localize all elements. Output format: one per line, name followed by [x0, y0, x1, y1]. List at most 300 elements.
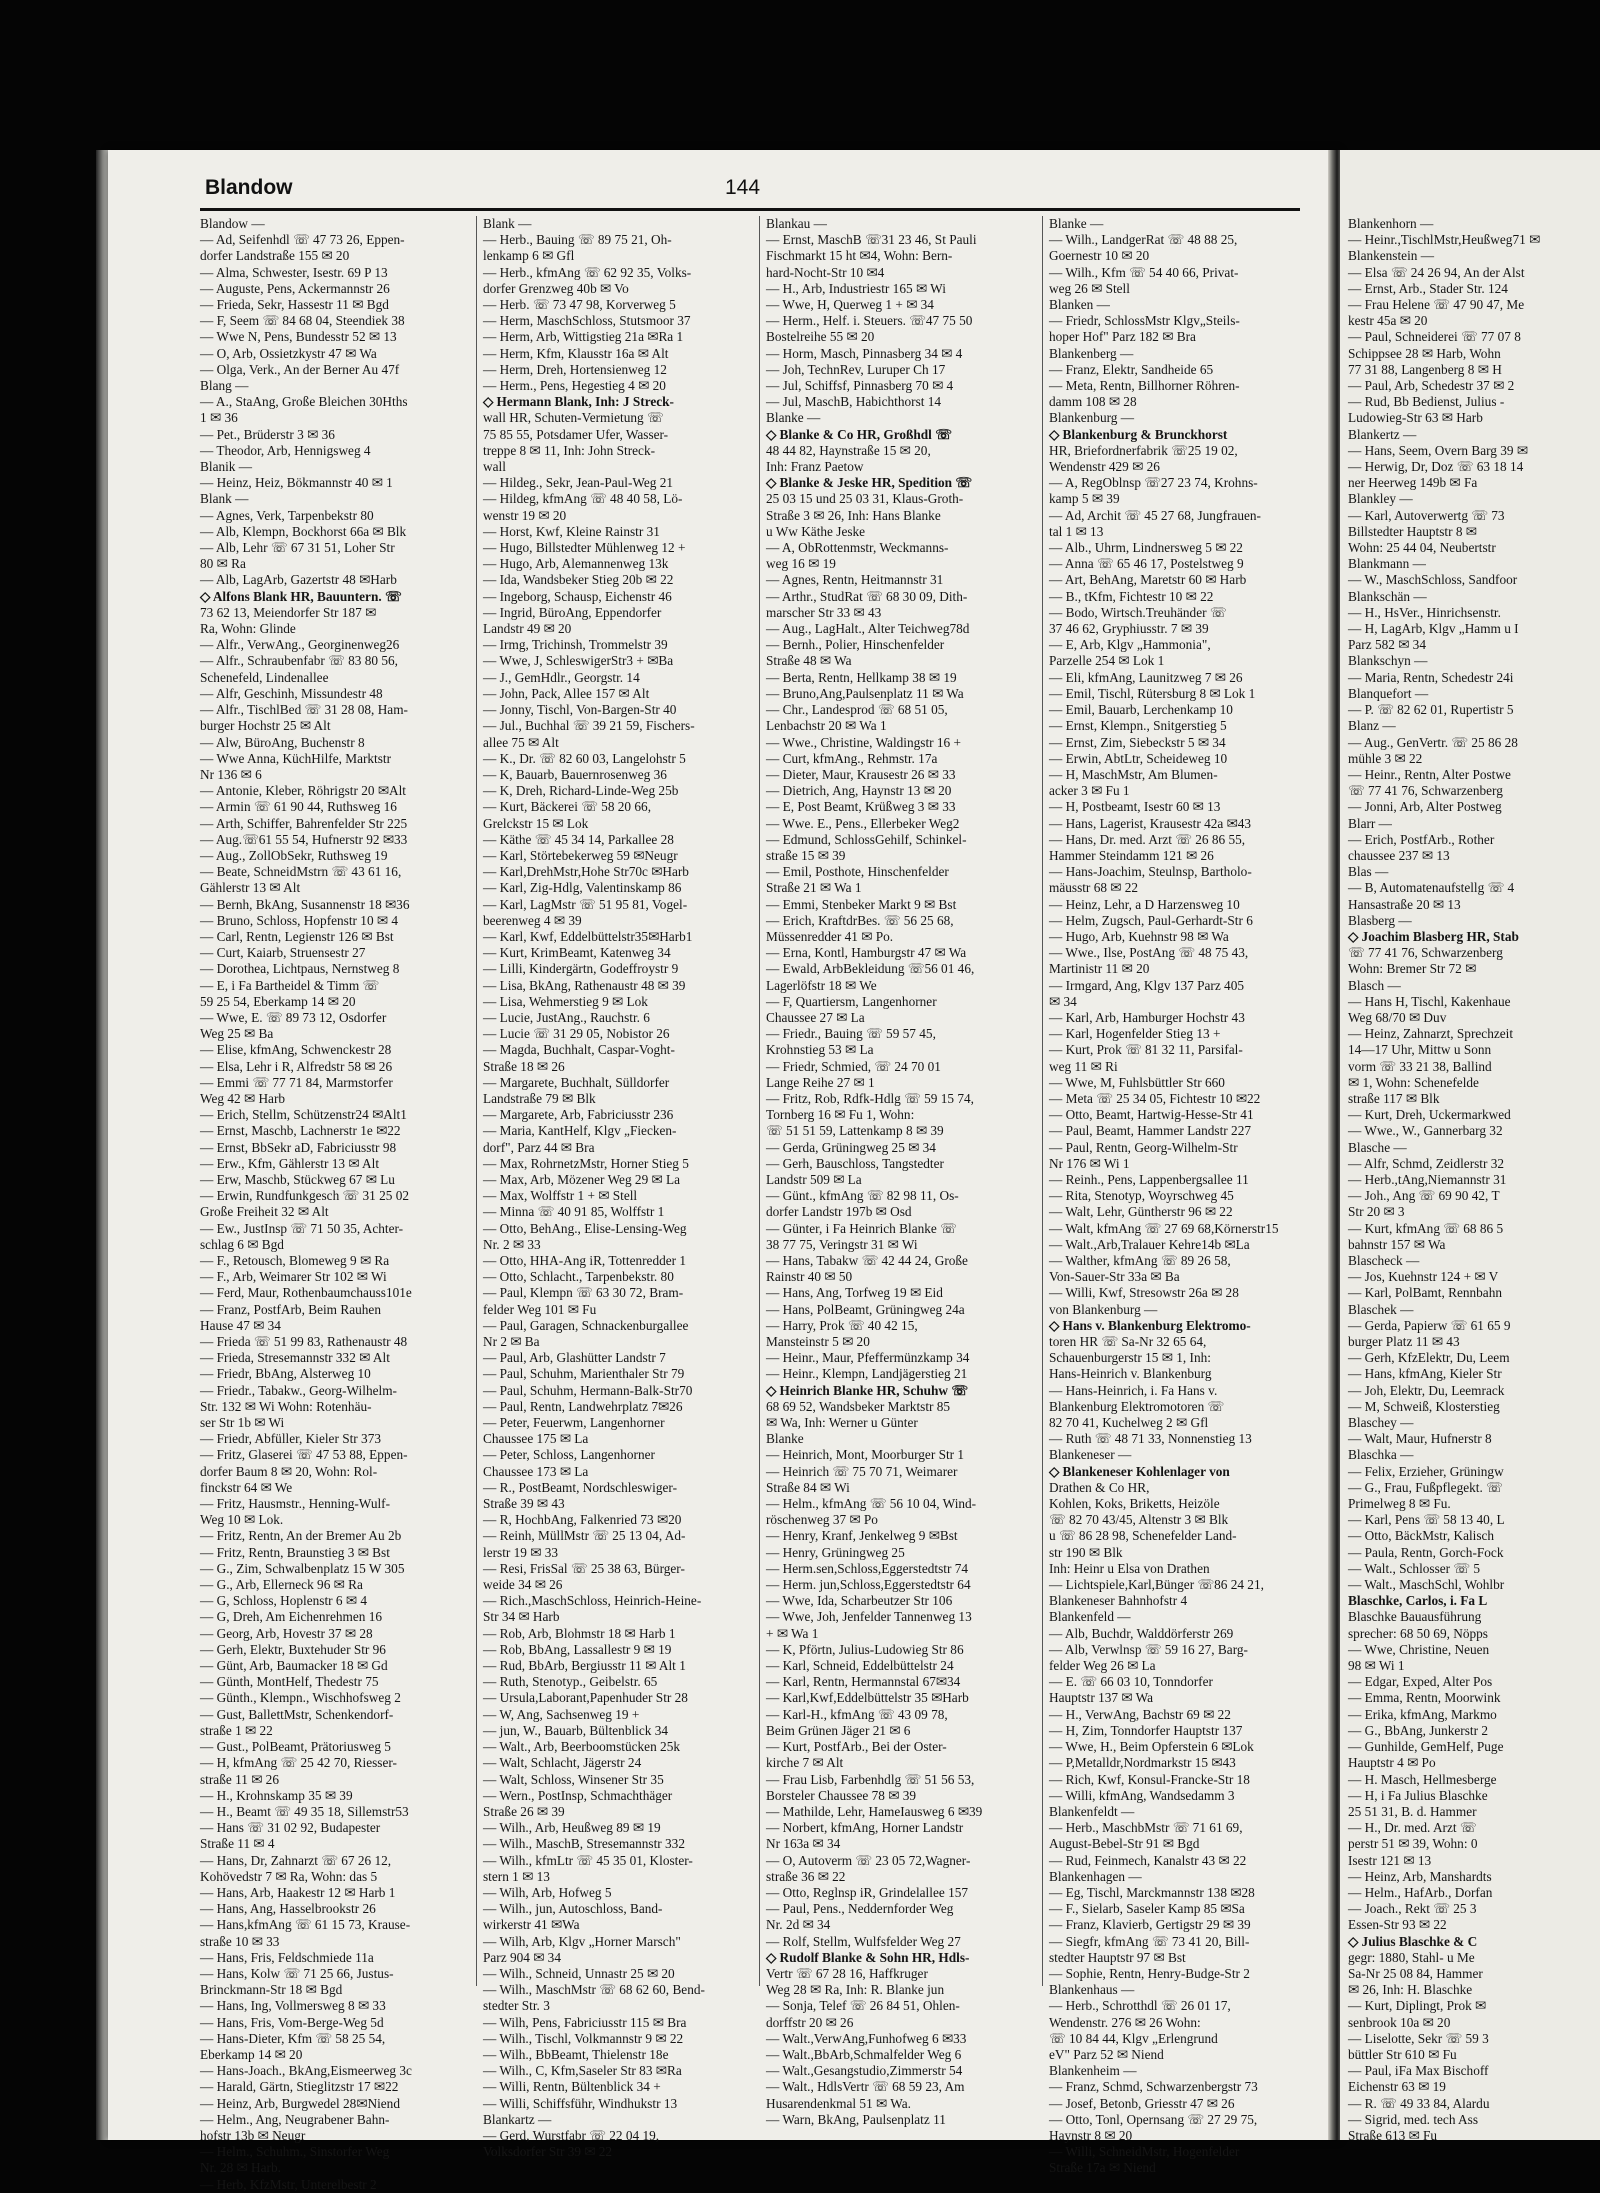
directory-entry-line: — Otto, Tonl, Opernsang ☏ 27 29 75,: [1049, 2111, 1258, 2127]
directory-entry-line: — G, Dreh, Am Eichenrehmen 16: [200, 1609, 383, 1625]
directory-entry-line: — Mathilde, Lehr, HameIausweg 6 ✉39: [766, 1803, 983, 1819]
directory-entry-line: dorf", Parz 44 ✉ Bra: [483, 1139, 595, 1155]
directory-entry-line: 73 62 13, Meiendorfer Str 187 ✉: [200, 604, 377, 620]
directory-entry-line: — Jul, Schiffsf, Pinnasberg 70 ✉ 4: [766, 378, 954, 394]
directory-entry-line: — Kurt, Bäckerei ☏ 58 20 66,: [483, 799, 652, 815]
directory-entry-line: — Theodor, Arb, Hennigsweg 4: [200, 442, 371, 458]
directory-entry-line: — Emmi ☏ 77 71 84, Marmstorfer: [200, 1074, 393, 1090]
directory-entry-line: — Wilh., LandgerRat ☏ 48 88 25,: [1049, 232, 1238, 248]
directory-entry-line: — Fritz, Rentn, Braunstieg 3 ✉ Bst: [200, 1544, 390, 1560]
directory-entry-line: ◇ Rudolf Blanke & Sohn HR, Hdls-: [766, 1949, 970, 1965]
directory-entry-line: — K, Dreh, Richard-Linde-Weg 25b: [483, 783, 679, 799]
directory-entry-line: — Jos, Kuehnstr 124 + ✉ V: [1348, 1269, 1499, 1285]
directory-entry-line: — Lucie, JustAng., Rauchstr. 6: [483, 1009, 650, 1025]
directory-entry-line: — Karl-H., kfmAng ☏ 43 09 78,: [766, 1706, 948, 1722]
directory-entry-line: — Rich, Kwf, Konsul-Francke-Str 18: [1049, 1771, 1250, 1787]
directory-entry-line: 77 31 88, Langenberg 8 ✉ H: [1348, 361, 1502, 377]
directory-entry-line: — A, ObRottenmstr, Weckmanns-: [766, 540, 949, 556]
directory-entry-line: — Karl, Schneid, Eddelbüttelstr 24: [766, 1658, 954, 1674]
directory-entry-line: — Walt., Schlosser ☏ 5: [1348, 1560, 1481, 1576]
directory-entry-line: weg 26 ✉ Stell: [1049, 280, 1130, 296]
directory-entry-line: — Walt.,Arb,Tralauer Kehre14b ✉La: [1049, 1236, 1250, 1252]
directory-entry-line: — Lilli, Kindergärtn, Godeffroystr 9: [483, 961, 679, 977]
directory-entry-line: ner Heerweg 149b ✉ Fa: [1348, 475, 1478, 491]
directory-entry-line: Primelweg 8 ✉ Fu.: [1348, 1496, 1451, 1512]
directory-entry-line: — Irmgard, Ang, Klgv 137 Parz 405: [1049, 977, 1244, 993]
directory-entry-line: — jun, W., Bauarb, Bültenblick 34: [483, 1722, 669, 1738]
surname-heading: Blanken —: [1049, 297, 1110, 313]
directory-entry-line: — Josef, Betonb, Griesstr 47 ✉ 26: [1049, 2095, 1235, 2111]
directory-entry-line: — Heinz, Zahnarzt, Sprechzeit: [1348, 1026, 1514, 1042]
directory-entry-line: Wendenstr. 276 ✉ 26 Wohn:: [1049, 2014, 1201, 2030]
directory-entry-line: — Fritz, Glaserei ☏ 47 53 88, Eppen-: [200, 1447, 408, 1463]
surname-heading: Blankmann —: [1348, 556, 1426, 572]
directory-entry-line: — Otto, Reglnsp iR, Grindelallee 157: [766, 1884, 969, 1900]
directory-entry-line: — Bodo, Wirtsch.Treuhänder ☏: [1049, 604, 1227, 620]
directory-entry-line: — Paul, Garagen, Schnackenburgallee: [483, 1317, 689, 1333]
directory-entry-line: — P,Metalldr,Nordmarkstr 15 ✉43: [1049, 1755, 1236, 1771]
directory-entry-line: — Henry, Grüningweg 25: [766, 1544, 905, 1560]
directory-entry-line: finckstr 64 ✉ We: [200, 1479, 293, 1495]
directory-entry-line: — Joh., Ang ☏ 69 90 42, T: [1348, 1188, 1500, 1204]
directory-entry-line: Str. 132 ✉ Wi Wohn: Rotenhäu-: [200, 1398, 372, 1414]
directory-entry-line: — Hildeg, kfmAng ☏ 48 40 58, Lö-: [483, 491, 683, 507]
directory-entry-line: — Gerh, KfzElektr, Du, Leem: [1348, 1350, 1510, 1366]
directory-entry-line: Billstedter Hauptstr 8 ✉: [1348, 523, 1477, 539]
directory-entry-line: — E, Arb, Klgv „Hammonia",: [1049, 637, 1211, 653]
directory-entry-line: treppe 8 ✉ 11, Inh: John Streck-: [483, 442, 656, 458]
directory-entry-line: — Berta, Rentn, Hellkamp 38 ✉ 19: [766, 669, 957, 685]
directory-entry-line: — Emma, Rentn, Moorwink: [1348, 1690, 1501, 1706]
directory-entry-line: Parz 904 ✉ 34: [483, 1949, 561, 1965]
directory-entry-line: Ludowieg-Str 63 ✉ Harb: [1348, 410, 1483, 426]
surname-heading: Blarr —: [1348, 815, 1392, 831]
directory-entry-line: — Hans-Heinrich, i. Fa Hans v.: [1049, 1382, 1218, 1398]
directory-entry-line: — Helm., kfmAng ☏ 56 10 04, Wind-: [766, 1496, 977, 1512]
directory-entry-line: — Erika, kfmAng, Markmo: [1348, 1706, 1497, 1722]
directory-entry-line: 75 85 55, Potsdamer Ufer, Wasser-: [483, 426, 669, 442]
directory-entry-line: — Herb., MaschbMstr ☏ 71 61 69,: [1049, 1820, 1243, 1836]
directory-entry-line: Nr. 2 ✉ 33: [483, 1236, 541, 1252]
directory-entry-line: ◇ Blanke & Co HR, Großhdl ☏: [766, 426, 952, 442]
directory-entry-line: Schippsee 28 ✉ Harb, Wohn: [1348, 345, 1501, 361]
directory-entry-line: lenkamp 6 ✉ Gfl: [483, 248, 575, 264]
directory-entry-line: Fischmarkt 15 ht ✉4, Wohn: Bern-: [766, 248, 953, 264]
surname-heading: Blasch —: [1348, 977, 1401, 993]
directory-entry-line: — Wilh., MaschB, Stresemannstr 332: [483, 1836, 685, 1852]
directory-entry-line: — Paul, Arb, Schedestr 37 ✉ 2: [1348, 378, 1515, 394]
directory-entry-line: 82 70 41, Kuchelweg 2 ✉ Gfl: [1049, 1415, 1209, 1431]
directory-entry-line: Große Freiheit 32 ✉ Alt: [200, 1204, 329, 1220]
directory-entry-line: — Frieda, Stresemannstr 332 ✉ Alt: [200, 1350, 390, 1366]
directory-entry-line: Schauenburgerstr 15 ✉ 1, Inh:: [1049, 1350, 1211, 1366]
directory-entry-line: — Peter, Feuerwm, Langenhorner: [483, 1415, 665, 1431]
directory-entry-line: ✉ 34: [1049, 993, 1077, 1009]
directory-entry-line: — Beate, SchneidMstrn ☏ 43 61 16,: [200, 864, 402, 880]
directory-entry-line: acker 3 ✉ Fu 1: [1049, 783, 1130, 799]
directory-column-3: [759, 216, 1032, 2127]
directory-entry-line: — Heinr.,TischlMstr,Heußweg71 ✉: [1348, 232, 1541, 248]
directory-entry-line: Haynstr 8 ✉ 20: [1049, 2127, 1133, 2143]
directory-entry-line: Tornberg 16 ✉ Fu 1, Wohn:: [766, 1107, 915, 1123]
directory-entry-line: — Alb, Verwlnsp ☏ 59 16 27, Barg-: [1049, 1641, 1248, 1657]
directory-entry-line: — Rob, Arb, Blohmstr 18 ✉ Harb 1: [483, 1625, 676, 1641]
directory-entry-line: gegr: 1880, Stahl- u Me: [1348, 1949, 1475, 1965]
directory-entry-line: — Paula, Rentn, Gorch-Fock: [1348, 1544, 1504, 1560]
directory-entry-line: — H, i Fa Julius Blaschke: [1348, 1787, 1488, 1803]
directory-entry-line: — Karl, Hogenfelder Stieg 13 +: [1049, 1026, 1221, 1042]
directory-entry-line: wall HR, Schuten-Vermietung ☏: [483, 410, 664, 426]
directory-entry-line: Nr 176 ✉ Wi 1: [1049, 1155, 1130, 1171]
directory-entry-line: — Helm., Ang, Neugrabener Bahn-: [200, 2111, 390, 2127]
directory-entry-line: — Frau Lisb, Farbenhdlg ☏ 51 56 53,: [766, 1771, 975, 1787]
surname-heading: Blankeneser —: [1049, 1447, 1132, 1463]
directory-entry-line: — Alfr., TischlBed ☏ 31 28 08, Ham-: [200, 702, 408, 718]
directory-entry-line: wirkerstr 41 ✉Wa: [483, 1917, 580, 1933]
directory-entry-line: Weg 10 ✉ Lok.: [200, 1512, 284, 1528]
directory-entry-line: schlag 6 ✉ Bgd: [200, 1236, 284, 1252]
directory-entry-line: — Curt, Kaiarb, Struensestr 27: [200, 945, 366, 961]
directory-entry-line: — Heinz, Arb, Burgwedel 28✉Niend: [200, 2095, 400, 2111]
directory-entry-line: — Günt, Arb, Baumacker 18 ✉ Gd: [200, 1658, 388, 1674]
directory-entry-line: — H, LagArb, Klgv „Hamm u I: [1348, 621, 1519, 637]
directory-entry-line: — Heinr., Maur, Pfeffermünzkamp 34: [766, 1350, 970, 1366]
directory-entry-line: — Wwe, E. ☏ 89 73 12, Osdorfer: [200, 1009, 387, 1025]
directory-entry-line: Straße 17a ✉ Niend: [1049, 2160, 1156, 2176]
directory-entry-line: — Herm, MaschSchloss, Stutsmoor 37: [483, 313, 691, 329]
directory-entry-line: — Ingeborg, Schausp, Eichenstr 46: [483, 588, 672, 604]
directory-entry-line: — Erwin, AbtLtr, Scheideweg 10: [1049, 750, 1228, 766]
directory-entry-line: — Minna ☏ 40 91 85, Wolffstr 1: [483, 1204, 665, 1220]
page-header: [205, 176, 1305, 212]
directory-entry-line: — Walt, Maur, Hufnerstr 8: [1348, 1431, 1492, 1447]
directory-entry-line: Straße 26 ✉ 39: [483, 1803, 565, 1819]
directory-entry-line: — Paul, Schneiderei ☏ 77 07 8: [1348, 329, 1521, 345]
directory-entry-line: — Herm., Pens, Hegestieg 4 ✉ 20: [483, 378, 666, 394]
directory-entry-line: — Ernst, Arb., Stader Str. 124: [1348, 280, 1508, 296]
directory-entry-line: — H., VerwAng, Bachstr 69 ✉ 22: [1049, 1706, 1231, 1722]
directory-entry-line: — Erich, Stellm, Schützenstr24 ✉Alt1: [200, 1107, 407, 1123]
directory-entry-line: Landstr 509 ✉ La: [766, 1171, 862, 1187]
surname-heading: Blankenfeldt —: [1049, 1803, 1135, 1819]
directory-entry-line: — Ferd, Maur, Rothenbaumchauss101e: [200, 1285, 412, 1301]
directory-entry-line: Chaussee 175 ✉ La: [483, 1431, 589, 1447]
directory-entry-line: — Otto, BehAng., Elise-Lensing-Weg: [483, 1220, 687, 1236]
surname-heading: Blank —: [483, 216, 532, 231]
directory-entry-line: — Karl, Pens ☏ 58 13 40, L: [1348, 1512, 1505, 1528]
directory-entry-line: — E, i Fa Bartheidel & Timm ☏: [200, 977, 380, 993]
directory-entry-line: chaussee 237 ✉ 13: [1348, 847, 1450, 863]
directory-entry-line: — Hans, Ang, Hasselbrookstr 26: [200, 1901, 376, 1917]
directory-entry-line: — Reinh., Pens, Lappenbergsallee 11: [1049, 1171, 1249, 1187]
surname-heading: Blank —: [200, 491, 249, 507]
directory-entry-line: — Alb, Lehr ☏ 67 31 51, Loher Str: [200, 540, 395, 556]
directory-entry-line: Hauptstr 4 ✉ Po: [1348, 1755, 1436, 1771]
directory-entry-line: Bostelreihe 55 ✉ 20: [766, 329, 875, 345]
directory-entry-line: — Antonie, Kleber, Röhrigstr 20 ✉Alt: [200, 783, 406, 799]
surname-heading: Blankenstein —: [1348, 248, 1435, 264]
directory-entry-line: 98 ✉ Wi 1: [1348, 1658, 1405, 1674]
directory-entry-line: felder Weg 101 ✉ Fu: [483, 1301, 597, 1317]
directory-entry-line: — Max, Wolffstr 1 + ✉ Stell: [483, 1188, 638, 1204]
directory-entry-line: — Karl, Kwf, Eddelbüttelstr35✉Harb1: [483, 928, 693, 944]
directory-entry-line: — Paul, Schuhm, Marienthaler Str 79: [483, 1366, 685, 1382]
directory-entry-line: — Wwe., W., Gannerbarg 32: [1348, 1123, 1503, 1139]
directory-entry-line: — Jul, MaschB, Habichthorst 14: [766, 394, 942, 410]
directory-entry-line: — Horm, Masch, Pinnasberg 34 ✉ 4: [766, 345, 963, 361]
directory-entry-line: — Wilh, Arb, Hofweg 5: [483, 1884, 612, 1900]
directory-entry-line: hard-Nocht-Str 10 ✉4: [766, 264, 885, 280]
directory-entry-line: — Margarete, Buchhalt, Sülldorfer: [483, 1074, 670, 1090]
directory-entry-line: — Paul, Klempn ☏ 63 30 72, Bram-: [483, 1285, 684, 1301]
directory-entry-line: dorffstr 20 ✉ 26: [766, 2014, 854, 2030]
directory-entry-line: — Maria, KantHelf, Klgv „Fiecken-: [483, 1123, 677, 1139]
directory-entry-line: — Erich, KraftdrBes. ☏ 56 25 68,: [766, 912, 954, 928]
directory-entry-line: — Ernst, Maschb, Lachnerstr 1e ✉22: [200, 1123, 401, 1139]
directory-entry-line: Grelckstr 15 ✉ Lok: [483, 815, 589, 831]
surname-heading: Blankartz —: [483, 2111, 552, 2127]
directory-entry-line: — Dieter, Maur, Krausestr 26 ✉ 33: [766, 766, 956, 782]
directory-entry-line: Borsteler Chaussee 78 ✉ 39: [766, 1787, 916, 1803]
directory-entry-line: röschenweg 37 ✉ Po: [766, 1512, 878, 1528]
surname-heading: von Blankenburg —: [1049, 1301, 1158, 1317]
directory-entry-line: — Friedr, Schmied, ☏ 24 70 01: [766, 1058, 941, 1074]
directory-entry-line: kirche 7 ✉ Alt: [766, 1755, 844, 1771]
directory-entry-line: — Warn, BkAng, Paulsenplatz 11: [766, 2111, 946, 2127]
surname-heading: Blankley —: [1348, 491, 1413, 507]
directory-entry-line: — Wilh, Arb, Klgv „Horner Marsch": [483, 1933, 681, 1949]
directory-columns: [200, 216, 1315, 2192]
directory-entry-line: — Walt.,Gesangstudio,Zimmerstr 54: [766, 2063, 963, 2079]
directory-entry-line: — Wwe, Christine, Neuen: [1348, 1641, 1490, 1657]
directory-entry-line: — Karl, Arb, Hamburger Hochstr 43: [1049, 1009, 1245, 1025]
directory-entry-line: — Hans, kfmAng, Kieler Str: [1348, 1366, 1502, 1382]
directory-entry-line: ☏ 51 51 59, Lattenkamp 8 ✉ 39: [766, 1123, 944, 1139]
surname-heading: Blankenberg —: [1049, 345, 1134, 361]
directory-entry-line: u Ww Käthe Jeske: [766, 523, 866, 539]
directory-entry-line: Ra, Wohn: Glinde: [200, 621, 296, 637]
directory-entry-line: Kohövedstr 7 ✉ Ra, Wohn: das 5: [200, 1868, 378, 1884]
directory-entry-line: — Herm, Dreh, Hortensienweg 12: [483, 361, 667, 377]
directory-entry-line: stedter Str. 3: [483, 1998, 550, 2014]
directory-entry-line: — Wwe., Ilse, PostAng ☏ 48 75 43,: [1049, 945, 1249, 961]
directory-entry-line: — G, Schloss, Hoplenstr 6 ✉ 4: [200, 1593, 368, 1609]
directory-entry-line: Wohn: 25 44 04, Neubertstr: [1348, 540, 1496, 556]
directory-entry-line: — Rita, Stenotyp, Woyrschweg 45: [1049, 1188, 1234, 1204]
directory-entry-line: — Edgar, Exped, Alter Pos: [1348, 1674, 1493, 1690]
directory-entry-line: — Rud, Feinmech, Kanalstr 43 ✉ 22: [1049, 1852, 1247, 1868]
directory-entry-line: — Maria, Rentn, Schedestr 24i: [1348, 669, 1514, 685]
directory-entry-line: — Willi, Schiffsführ, Windhukstr 13: [483, 2095, 678, 2111]
directory-entry-line: — H, kfmAng ☏ 25 42 70, Riesser-: [200, 1755, 397, 1771]
directory-entry-line: Parz 582 ✉ 34: [1348, 637, 1426, 653]
directory-entry-line: — Günt., kfmAng ☏ 82 98 11, Os-: [766, 1188, 959, 1204]
surname-heading: Blankenhagen —: [1049, 1868, 1142, 1884]
directory-entry-line: — Hans, Seem, Overn Barg 39 ✉: [1348, 442, 1529, 458]
directory-entry-line: — Hans,kfmAng ☏ 61 15 73, Krause-: [200, 1917, 411, 1933]
directory-entry-line: — R, HochbAng, Falkenried 73 ✉20: [483, 1512, 682, 1528]
directory-entry-line: — Hans-Dieter, Kfm ☏ 58 25 54,: [200, 2030, 386, 2046]
directory-entry-line: — Herm.sen,Schloss,Eggerstedtstr 74: [766, 1560, 969, 1576]
directory-entry-line: — Lucie ☏ 31 29 05, Nobistor 26: [483, 1026, 670, 1042]
directory-entry-line: Gählerstr 13 ✉ Alt: [200, 880, 301, 896]
directory-entry-line: — Alfr, Geschinh, Missundestr 48: [200, 685, 383, 701]
directory-entry-line: — H., HsVer., Hinrichsenstr.: [1348, 604, 1501, 620]
surname-heading: Blanke —: [1049, 216, 1104, 231]
directory-entry-line: — Hans, Ang, Torfweg 19 ✉ Eid: [766, 1285, 943, 1301]
directory-entry-line: Mansteinstr 5 ✉ 20: [766, 1334, 870, 1350]
directory-entry-line: — Willi, SchneidMstr, Hogenfelder: [1049, 2144, 1240, 2160]
directory-column-1: [200, 216, 466, 2192]
directory-entry-line: — Wwe. E., Pens., Ellerbeker Weg2: [766, 815, 960, 831]
directory-entry-line: — Kurt, PostfArb., Bei der Oster-: [766, 1739, 947, 1755]
directory-entry-line: — Otto, BäckMstr, Kalisch: [1348, 1528, 1495, 1544]
directory-entry-line: — Joh, TechnRev, Luruper Ch 17: [766, 361, 946, 377]
directory-entry-line: — H., Beamt ☏ 49 35 18, Sillemstr53: [200, 1803, 409, 1819]
directory-entry-line: — Ingrid, BüroAng, Eppendorfer: [483, 604, 662, 620]
directory-entry-line: — Karl, PolBamt, Rennbahn: [1348, 1285, 1503, 1301]
directory-entry-line: — F, Quartiersm, Langenhorner: [766, 993, 937, 1009]
directory-entry-line: Blankenburg Elektromotoren ☏: [1049, 1398, 1225, 1414]
directory-entry-line: Wohn: Bremer Str 72 ✉: [1348, 961, 1477, 977]
directory-entry-line: — Sophie, Rentn, Henry-Budge-Str 2: [1049, 1965, 1250, 1981]
directory-entry-line: — M, Schweiß, Klosterstieg: [1348, 1398, 1500, 1414]
directory-entry-line: — Otto, Beamt, Hartwig-Hesse-Str 41: [1049, 1107, 1254, 1123]
directory-entry-line: Chaussee 173 ✉ La: [483, 1463, 589, 1479]
directory-entry-line: — Ernst, BbSekr aD, Fabriciusstr 98: [200, 1139, 397, 1155]
directory-entry-line: — Paul, Beamt, Hammer Landstr 227: [1049, 1123, 1251, 1139]
directory-entry-line: damm 108 ✉ 28: [1049, 394, 1137, 410]
directory-entry-line: — K., Dr. ☏ 82 60 03, Langelohstr 5: [483, 750, 686, 766]
directory-entry-line: ◇ Hermann Blank, Inh: J Streck-: [483, 394, 674, 410]
directory-entry-line: — Wilh., Tischl, Volkmannstr 9 ✉ 22: [483, 2030, 684, 2046]
directory-column-2: [476, 216, 749, 2160]
directory-entry-line: — Kurt, Prok ☏ 81 32 11, Parsifal-: [1049, 1042, 1243, 1058]
surname-heading: Blankenfeld —: [1049, 1609, 1131, 1625]
directory-entry-line: — Ad, Archit ☏ 45 27 68, Jungfrauen-: [1049, 507, 1261, 523]
directory-entry-line: — W, Ang, Sachsenweg 19 +: [483, 1706, 640, 1722]
directory-entry-line: — Otto, HHA-Ang iR, Tottenredder 1: [483, 1253, 687, 1268]
directory-entry-line: — Wwe, Joh, Jenfelder Tannenweg 13: [766, 1609, 972, 1625]
directory-entry-line: — Frieda, Sekr, Hassestr 11 ✉ Bgd: [200, 297, 389, 313]
directory-entry-line: — Hans, Ing, Vollmersweg 8 ✉ 33: [200, 1998, 386, 2014]
directory-entry-line: — Hans, Dr. med. Arzt ☏ 26 86 55,: [1049, 831, 1246, 847]
directory-entry-line: — Jonni, Arb, Alter Postweg: [1348, 799, 1502, 815]
directory-entry-line: dorfer Baum 8 ✉ 20, Wohn: Rol-: [200, 1463, 378, 1479]
directory-entry-line: 38 77 75, Veringstr 31 ✉ Wi: [766, 1236, 918, 1252]
directory-entry-line: — Elsa ☏ 24 26 94, An der Alst: [1348, 264, 1525, 280]
directory-entry-line: 80 ✉ Ra: [200, 556, 246, 572]
directory-entry-line: ✉ 1, Wohn: Schenefelde: [1348, 1074, 1479, 1090]
directory-entry-line: 48 44 82, Haynstraße 15 ✉ 20,: [766, 442, 931, 458]
directory-entry-line: Hauptstr 137 ✉ Wa: [1049, 1690, 1153, 1706]
directory-entry-line: Nr 2 ✉ Ba: [483, 1334, 540, 1350]
directory-entry-line: büttler Str 610 ✉ Fu: [1348, 2046, 1457, 2062]
directory-entry-line: — R., PostBeamt, Nordschleswiger-: [483, 1479, 677, 1495]
directory-entry-line: wall: [483, 459, 506, 475]
directory-entry-line: — Alb, Klempn, Bockhorst 66a ✉ Blk: [200, 523, 407, 539]
surname-heading: Blankenburg —: [1049, 410, 1135, 426]
directory-entry-line: — Herb., Bauing ☏ 89 75 21, Oh-: [483, 232, 672, 248]
directory-entry-line: — Franz, Klavierb, Gertigstr 29 ✉ 39: [1049, 1917, 1251, 1933]
directory-entry-line: — Alfr., VerwAng., Georginenweg26: [200, 637, 400, 653]
directory-entry-line: — Heinr., Rentn, Alter Postwe: [1348, 766, 1511, 782]
directory-entry-line: Weg 68/70 ✉ Duv: [1348, 1009, 1447, 1025]
directory-entry-line: 25 03 15 und 25 03 31, Klaus-Groth-: [766, 491, 964, 507]
directory-entry-line: — Herm, Kfm, Klausstr 16a ✉ Alt: [483, 345, 669, 361]
directory-entry-line: mäusstr 68 ✉ 22: [1049, 880, 1139, 896]
directory-entry-line: — Hans H, Tischl, Kakenhaue: [1348, 993, 1511, 1009]
directory-entry-line: — Wilh., Arb, Heußweg 89 ✉ 19: [483, 1820, 661, 1836]
directory-entry-line: u ☏ 86 28 98, Schenefelder Land-: [1049, 1528, 1237, 1544]
directory-entry-line: — O, Arb, Ossietzkystr 47 ✉ Wa: [200, 345, 377, 361]
directory-entry-line: — Karl, LagMstr ☏ 51 95 81, Vogel-: [483, 896, 688, 912]
directory-entry-line: — J., GemHdlr., Georgstr. 14: [483, 669, 640, 685]
directory-entry-line: — Hans ☏ 31 02 92, Budapester: [200, 1820, 381, 1836]
directory-entry-line: beerenweg 4 ✉ 39: [483, 912, 582, 928]
directory-entry-line: — Alma, Schwester, Isestr. 69 P 13: [200, 264, 388, 280]
directory-entry-line: — Felix, Erzieher, Grüningw: [1348, 1463, 1504, 1479]
directory-entry-line: — Helm., HafArb., Dorfan: [1348, 1884, 1493, 1900]
directory-entry-line: — G., Frau, Fußpflegekt. ☏: [1348, 1479, 1503, 1495]
directory-entry-line: Blankeneser Bahnhofstr 4: [1049, 1593, 1188, 1609]
directory-entry-line: — Lisa, BkAng, Rathenaustr 48 ✉ 39: [483, 977, 686, 993]
directory-entry-line: — Helm., Schuhm., Sinstorfer Weg: [200, 2144, 390, 2160]
directory-entry-line: — Kurt, KrimBeamt, Katenweg 34: [483, 945, 671, 961]
directory-entry-line: — W., MaschSchloss, Sandfoor: [1348, 572, 1518, 588]
directory-entry-line: — Günter, i Fa Heinrich Blanke ☏: [766, 1220, 957, 1236]
directory-entry-line: — Alb., Uhrm, Lindnersweg 5 ✉ 22: [1049, 540, 1243, 556]
directory-entry-line: — Wwe Anna, KüchHilfe, Marktstr: [200, 750, 392, 766]
directory-entry-line: — Margarete, Arb, Fabriciusstr 236: [483, 1107, 674, 1123]
directory-entry-line: — Herm, Arb, Wittigstieg 21a ✉Ra 1: [483, 329, 684, 345]
directory-entry-line: — Ad, Seifenhdl ☏ 47 73 26, Eppen-: [200, 232, 405, 248]
directory-entry-line: straße 10 ✉ 33: [200, 1933, 280, 1949]
directory-entry-line: — Erich, PostfArb., Rother: [1348, 831, 1495, 847]
directory-entry-line: — H, Zim, Tonndorfer Hauptstr 137: [1049, 1722, 1243, 1738]
surname-heading: Blankschän —: [1348, 588, 1427, 604]
directory-entry-line: — Hildeg., Sekr, Jean-Paul-Weg 21: [483, 475, 674, 491]
directory-entry-line: — Gerh, Elektr, Buxtehuder Str 96: [200, 1641, 386, 1657]
directory-entry-line: straße 1 ✉ 22: [200, 1722, 273, 1738]
directory-entry-line: mühle 3 ✉ 22: [1348, 750, 1423, 766]
directory-entry-line: — K, Bauarb, Bauernrosenweg 36: [483, 766, 667, 782]
page-number: 144: [725, 176, 761, 199]
directory-entry-line: bahnstr 157 ✉ Wa: [1348, 1236, 1446, 1252]
directory-entry-line: dorfer Grenzweg 40b ✉ Vo: [483, 280, 629, 296]
directory-entry-line: — Hans, Fris, Vom-Berge-Weg 5d: [200, 2014, 384, 2030]
directory-entry-line: — Dorothea, Lichtpaus, Nernstweg 8: [200, 961, 400, 977]
directory-entry-line: kamp 5 ✉ 39: [1049, 491, 1120, 507]
directory-entry-line: — Peter, Schloss, Langenhorner: [483, 1447, 655, 1463]
directory-entry-line: — Dietrich, Ang, Haynstr 13 ✉ 20: [766, 783, 952, 799]
directory-entry-line: dorfer Landstr 197b ✉ Osd: [766, 1204, 912, 1220]
directory-entry-line: — Herm., Helf. i. Steuers. ☏47 75 50: [766, 313, 973, 329]
directory-entry-line: — Heinz, Arb, Manshardts: [1348, 1868, 1492, 1884]
directory-entry-line: — Alfr., Schraubenfabr ☏ 83 80 56,: [200, 653, 398, 669]
directory-entry-line: — Edmund, SchlossGehilf, Schinkel-: [766, 831, 967, 847]
directory-entry-line: ☏ 77 41 76, Schwarzenberg: [1348, 783, 1503, 799]
directory-entry-line: — H, MaschMstr, Am Blumen-: [1049, 766, 1218, 782]
directory-entry-line: — Wwe, M, Fuhlsbüttler Str 660: [1049, 1074, 1225, 1090]
directory-entry-line: Nr. 2d ✉ 34: [766, 1917, 831, 1933]
directory-entry-line: — H. Masch, Hellmesberge: [1348, 1771, 1497, 1787]
directory-entry-line: — Franz, Elektr, Sandheide 65: [1049, 361, 1214, 377]
directory-entry-line: weg 16 ✉ 19: [766, 556, 836, 572]
directory-entry-line: Chaussee 27 ✉ La: [766, 1009, 865, 1025]
directory-entry-line: — Erw, Maschb, Stückweg 67 ✉ Lu: [200, 1171, 395, 1187]
directory-entry-line: — Wwe, H, Querweg 1 + ✉ 34: [766, 297, 934, 313]
